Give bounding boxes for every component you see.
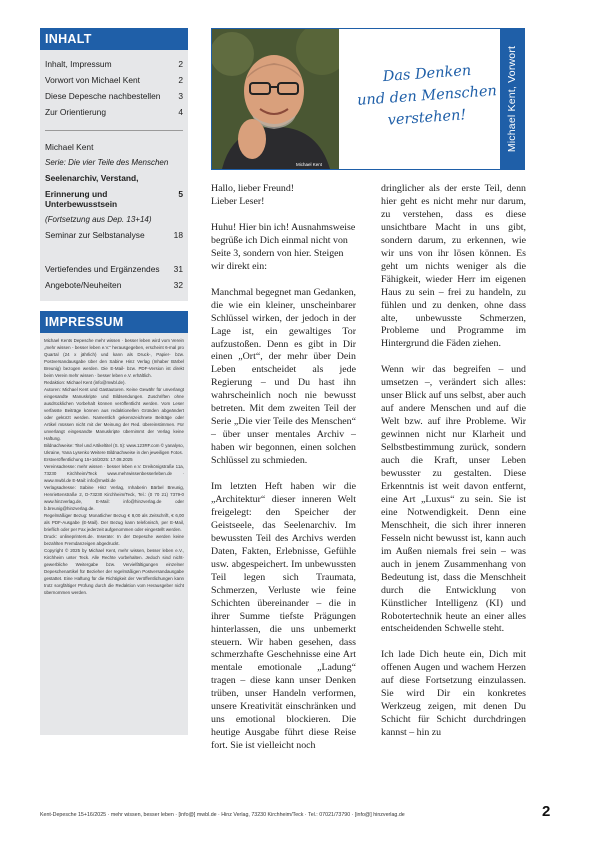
- toc-entry[interactable]: [45, 56, 183, 72]
- author-portrait-icon: [212, 29, 339, 169]
- toc-entry-page: 31: [173, 264, 183, 274]
- impressum-paragraph: Erstveröffentlichung 15+16/2025: 17.08.2025: [44, 457, 133, 462]
- impressum-paragraph: Bildnachweise: Titel und Artikeltitel (S. 5): www.123RF.com © yanalyso, Ukraine, Yana Lysenko Weitere Bildnachweise in den jeweiligen Fotos.: [44, 443, 184, 455]
- toc-continuation: (Fortsetzung aus Dep. 13+14): [45, 215, 152, 224]
- toc-entry[interactable]: [45, 104, 183, 120]
- toc-divider: [45, 130, 183, 131]
- article-paragraph: Im letzten Heft haben wir die „Architektur“ dieser inneren Welt freigelegt: den Speicher der Geistseele, das Seelenarchiv. Im bewussten Teil des Archivs werden Daten, Fakten, Erlebnisse, Gefühle usw. abgespeichert. Im unbewussten Teil legen sich Traumata, Schmerzen, Verluste wie feine Schichten übereinander – die in ihrer Summe tiefste Prägungen hinterlassen, die uns unbemerkt steuern. Wir haben gesehen, dass schmerzhafte Geschehnisse eine Art mentale emotionale „Ladung“ tragen – diese kann unser Denken trüben, unser Handeln verformen, unsere Kreativität einschränken und uns emotional blockieren. Die heutige Ausgabe führt diese Reise fort. Sie ist vielleicht noch: [211, 481, 356, 752]
- vertical-label: [500, 28, 525, 170]
- toc-entry[interactable]: [45, 227, 183, 243]
- article-paragraph: Hallo, lieber Freund! Lieber Leser!: [211, 183, 295, 207]
- impressum-paragraph: Regelmäßiger Bezug: Monatlicher Bezug € 8,00 als Zeitschrift, € 6,00 als PDF-Ausgabe (E-Mail). Der Bezug kann telefonisch, per E-Mail, brieflich oder per Fax jederzeit aufgenommen oder eingestellt werden.: [44, 513, 184, 532]
- toc-entry-page: 3: [178, 91, 183, 101]
- toc-entry-label: Angebote/Neuheiten: [45, 280, 122, 290]
- article-column-1: [211, 183, 356, 766]
- toc-entry-label: Erinnerung und Unterbewusstsein: [45, 189, 118, 209]
- impressum-paragraph: Autoren: Michael Kent und Gastautoren. Keine Gewähr für unverlangt eingesandte Manuskripte und Bildsendungen. Zuschriften ohne ausdrücklichen Vorbehalt können veröffentlicht werden. Vom Leser verfasste Beiträge können aus redaktionellen Gründen abgeändert oder gekürzt werden. Namentlich gekennzeichnete Beiträge oder Artikel müssen nicht mit der Meinung der Red. übereinstimmen. Für unverlangt eingesandte Manuskripte übernimmt der Verlag keine Haftung.: [44, 387, 184, 441]
- toc-series: Serie: Die vier Teile des Menschen: [45, 158, 169, 167]
- motto-line: Das Denken: [382, 62, 472, 86]
- impressum-paragraph: Copyright © 2025 by Michael Kent, mehr wissen, besser leben e.V., Kirchheim unter Teck. Alle Rechte vorbehalten. Jedoch sind nicht-gewerbliche Weitergabe bzw. Vervielfältigungen einzelner Depeschenartikel für Bezieher der regelmäßigen Postversandausgabe gestattet. Eine Haftung für die Richtigkeit der Veröffentlichungen kann trotz sorgfältiger Prüfung durch die Redaktion vom Herausgeber nicht übernommen werden.: [44, 548, 184, 595]
- impressum-body: [40, 333, 188, 735]
- motto-line: und den Menschen: [356, 83, 498, 109]
- toc-entry-label: Vertiefendes und Ergänzendes: [45, 264, 160, 274]
- impressum-paragraph: Michael Kents Depesche mehr wissen · besser leben wird vom Verein „mehr wissen - besser leben e.V.“ herausgegeben, erscheint 6-mal pro Quartal (24 x jährlich) und kann als Druck-, Papier- bzw. Postversandausgabe über den Sabine Hinz Verlag (Inhaber Bärbel Breunig) bezogen werden. Die E-Mail- bzw. PDF-Version ist direkt beim Verein mehr wissen · besser leben e.V. erhältlich.: [44, 338, 184, 378]
- sidebar: [40, 28, 188, 735]
- toc-heading: INHALT: [40, 28, 188, 50]
- impressum-paragraph: Redaktion: Michael Kent (info@mwbl.de).: [44, 380, 126, 385]
- toc-part-title: Seelenarchiv, Verstand,: [45, 173, 139, 183]
- header-box: [211, 28, 525, 170]
- impressum-paragraph: Verlagsadresse: Sabine Hinz Verlag, Inhaberin Bärbel Breunig, Henriettenstraße 2, D-73230 Kirchheim/Teck, Tel.: (0 70 21) 7379-0 www.hinzverlag.de, E-Mail: info@hinzverlag.de oder b.breunig@hinzverlag.de.: [44, 485, 184, 511]
- toc-entry-label: Diese Depesche nachbestellen: [45, 91, 161, 101]
- toc-entry-page: 18: [173, 230, 183, 240]
- toc-entry-page: 32: [173, 280, 183, 290]
- page-number: 2: [542, 803, 551, 820]
- toc-entry-label: Inhalt, Impressum: [45, 59, 112, 69]
- impressum-heading: IMPRESSUM: [40, 311, 188, 333]
- article-paragraph: Wenn wir das begreifen – und umsetzen –, verändert sich alles: unser Blick auf uns selbst, aber auch auf andere Menschen und auf die Welt bzw. auf ihre Probleme. Wir gewinnen nicht nur Klarheit und Selbstbestimmung zurück, sondern auch die Kraft, unser Leben bewusster zu gestalten. Diese Erkenntnis ist weit davon entfernt, eine Art „Luxus“ zu sein. Sie ist eine Notwendigkeit. Denn eine Menschheit, die sich ihrer inneren Fesseln nicht bewusst ist, kann auch im Außen niemals frei sein – was auch in jenem Zusammenhang von Bedeutung ist, dass die Menschheit durch die Entwicklung von Künstlicher Intelligenz (KI) und Robotertechnik heute an einer alles entscheidenden Schwelle steht.: [381, 364, 526, 635]
- toc-entry-label: Seminar zur Selbstanalyse: [45, 230, 145, 240]
- article-column-2: [381, 183, 526, 753]
- article-paragraph: Manchmal begegnet man Gedanken, die wie ein kleiner, unscheinbarer Schlüssel wirken, der jedoch in der Lage ist, ein gewaltiges Tor aufzustoßen. Denn es gibt in Dir einen „Ort“, der mehr über Dein Leben entscheidet als jede Regierung – und Du hast ihn wahrscheinlich noch nie bewusst betreten. Mit dem zweiten Teil der Serie „Die vier Teile des Menschen“ – über unser mentales Archiv – haben wir begonnen, einen solchen Schlüssel zu schmieden.: [211, 286, 356, 467]
- toc-entry-page: 2: [178, 75, 183, 85]
- motto-line: verstehen!: [387, 107, 467, 129]
- toc-entry-page: 2: [178, 59, 183, 69]
- toc-entry[interactable]: [45, 88, 183, 104]
- article-paragraph: Ich lade Dich heute ein, Dich mit offenen Augen und wachem Herzen auf diese Fortsetzung einzulassen. Sie wird Dir ein konkretes Werkzeug zeigen, mit denen Du Schicht für Schicht durchdringen kannst – hin zu: [381, 649, 526, 739]
- photo-caption: Michael Kent: [296, 162, 323, 167]
- impressum-paragraph: Druck: onlineprinters.de. Inserate: In der Depesche werden keine bezahlten Fremdanzeigen abgedruckt.: [44, 534, 184, 546]
- toc-entry[interactable]: [45, 261, 183, 277]
- toc-entry-page: 5: [178, 189, 183, 199]
- page-footer: Kent-Depesche 15+16/2025 · mehr wissen, besser leben · [info@] mwbl.de · Hinz Verlag, 73230 Kirchheim/Teck · Tel.: 07021/73790 · [info@] hinzverlag.de: [40, 812, 405, 818]
- toc-entry[interactable]: [45, 186, 183, 212]
- toc-entry-label: Zur Orientierung: [45, 107, 106, 117]
- table-of-contents: [40, 50, 188, 301]
- toc-entry[interactable]: [45, 277, 183, 293]
- toc-entry-page: 4: [178, 107, 183, 117]
- toc-author: Michael Kent: [45, 142, 94, 152]
- article-paragraph: Huhu! Hier bin ich! Ausnahmsweise begrüße ich Dich einmal nicht von Seite 3, sondern von hier. Steigen wir direkt ein:: [211, 221, 356, 272]
- header-motto: [347, 63, 507, 129]
- article-paragraph: dringlicher als der erste Teil, denn hier geht es nicht mehr nur darum, zu verstehen, dass es diese unsichtbare Macht in uns gibt, sondern darum, zu erkennen, wie wir uns von ihr lösen können. Es geht um nichts weniger als die Fähigkeit, wieder Herr im eigenen Haus zu sein – frei zu handeln, zu fühlen und zu denken, ohne dass alte, unbewusste Schmerzen, Probleme und Programme im Hintergrund die Fäden ziehen.: [381, 183, 526, 350]
- toc-entry-label: Vorwort von Michael Kent: [45, 75, 140, 85]
- toc-entry[interactable]: [45, 72, 183, 88]
- author-photo: [212, 29, 339, 169]
- impressum-paragraph: Vereinsadresse: mehr wissen · besser leben e.V. Dreikönigstraße 11a, 73230 Kirchheim/Teck www.mehrwissenbesserleben.de · www.mwbl.de E-Mail: info@mwbl.de: [44, 464, 184, 483]
- vertical-label-text: Michael Kent, Vorwort: [506, 45, 519, 153]
